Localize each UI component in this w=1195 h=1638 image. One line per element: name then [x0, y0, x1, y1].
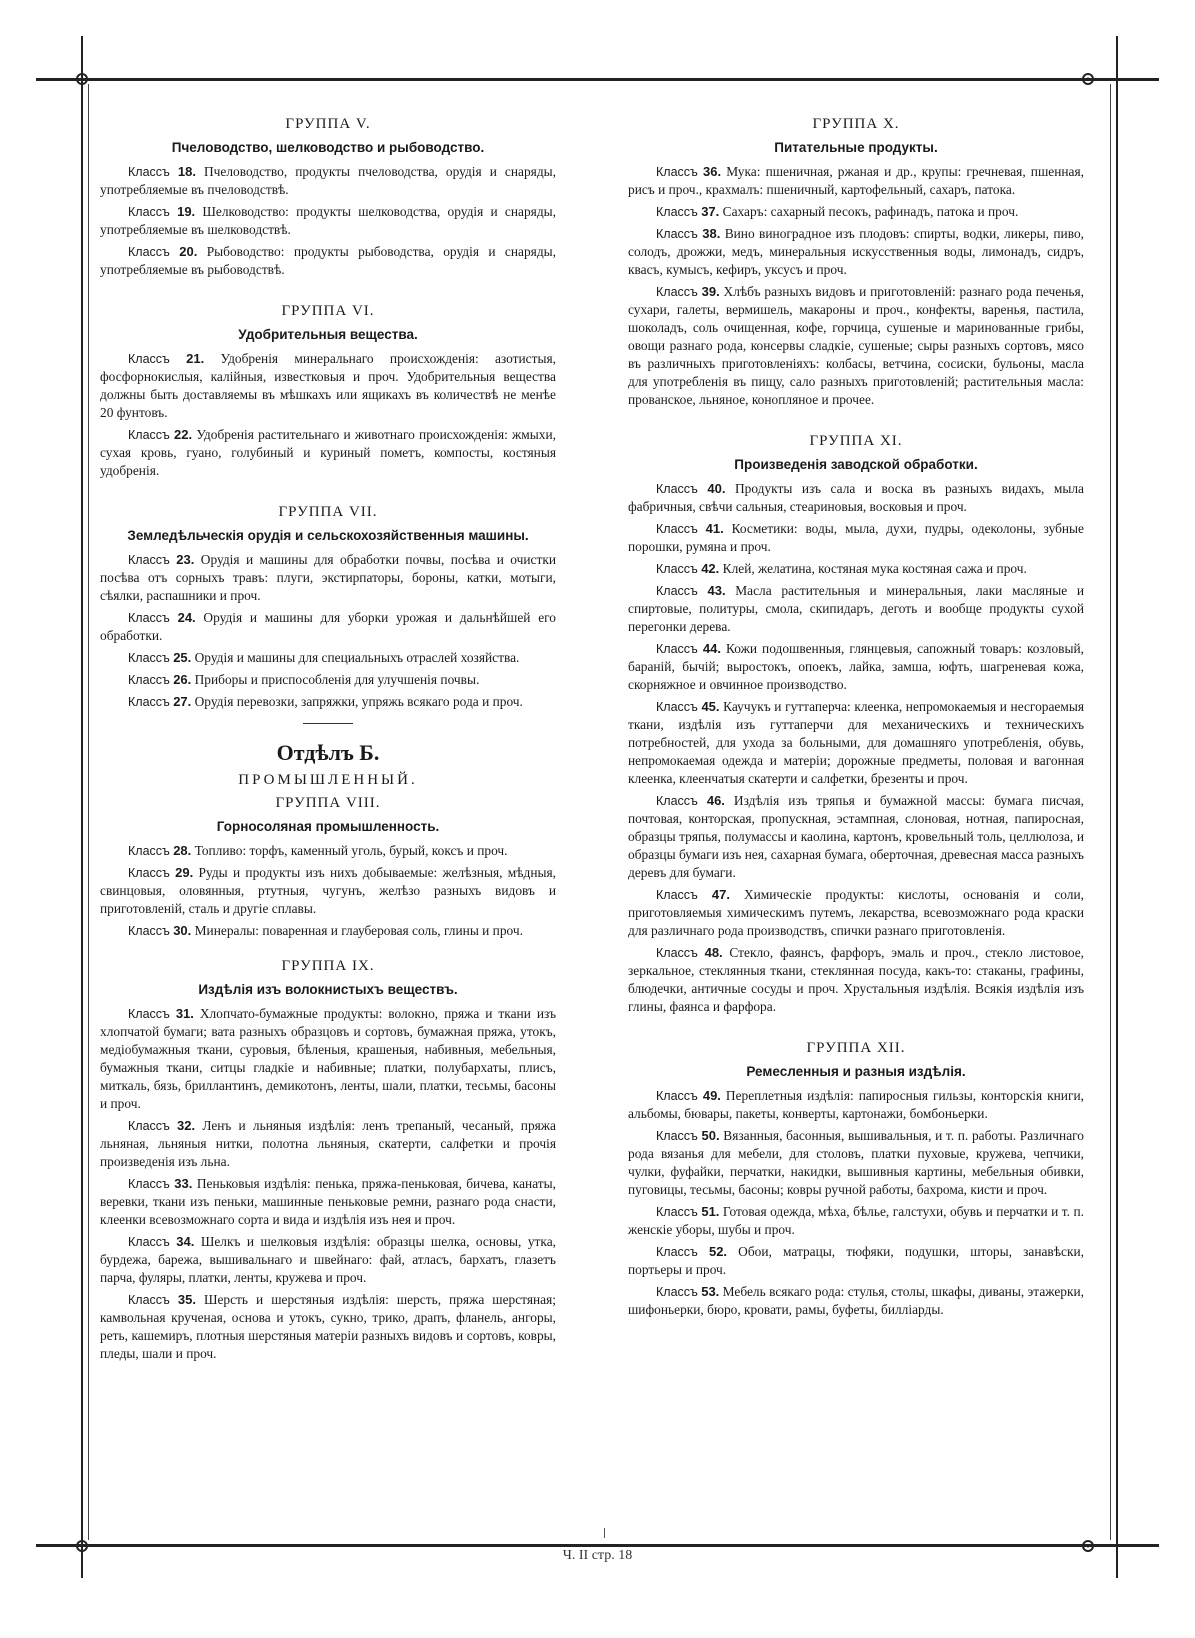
left-column	[100, 110, 556, 1367]
class-entry: Классъ 24. Орудія и машины для уборки урожая и дальнѣйшей его обработки.	[100, 610, 556, 643]
class-entry: Классъ 19. Шелководство: продукты шелководства, орудія и снаряды, употребляемые въ шелководствѣ.	[100, 204, 556, 237]
section-divider	[303, 723, 353, 724]
class-entry: Классъ 47. Химическіе продукты: кислоты, основанія и соли, приготовляемыя химическимъ путемъ, лекарства, всевозможнаго рода краски для различнаго рода производствъ, спички разнаго приготовленія.	[628, 887, 1084, 938]
group-title: ГРУППА VIII.	[275, 795, 381, 811]
frame-inner-left-border	[88, 84, 89, 1540]
group-subtitle: Горносоляная промышленность.	[216, 819, 440, 834]
class-entry: Классъ 51. Готовая одежда, мѣха, бѣлье, галстухи, обувь и перчатки и т. п. женскіе уборы, шубы и проч.	[628, 1204, 1084, 1237]
class-entry: Классъ 18. Пчеловодство, продукты пчеловодства, орудія и снаряды, употребляемые въ пчеловодствѣ.	[100, 164, 556, 197]
class-entry: Классъ 40. Продукты изъ сала и воска въ разныхъ видахъ, мыла фабричныя, свѣчи сальныя, стеариновыя, восковыя и проч.	[628, 481, 1084, 514]
class-entry: Классъ 33. Пеньковыя издѣлія: пенька, пряжа-пеньковая, бичева, канаты, веревки, ткани изъ пеньки, машинные пеньковые ремни, разнаго рода снасти, клеенки всевозможнаго сорта и вида и издѣлія изъ нея и проч.	[100, 1176, 556, 1227]
group-title: ГРУППА VI.	[281, 303, 375, 319]
class-entry: Классъ 21. Удобренія минеральнаго происхожденія: азотистыя, фосфорнокислыя, калійныя, известковыя и проч. Удобрительныя вещества должны быть доставляемы въ мѣшкахъ или ящикахъ въ количествѣ не менѣе 20 фунтовъ.	[100, 351, 556, 420]
class-entry: Классъ 52. Обои, матрацы, тюфяки, подушки, шторы, занавѣски, портьеры и проч.	[628, 1244, 1084, 1277]
class-entry: Классъ 28. Топливо: торфъ, каменный уголь, бурый, коксъ и проч.	[128, 843, 508, 858]
class-entry: Классъ 36. Мука: пшеничная, ржаная и др., крупы: гречневая, пшенная, рисъ и проч., крахмалъ: пшеничный, картофельный, сахаръ, патока.	[628, 164, 1084, 197]
class-entry: Классъ 39. Хлѣбъ разныхъ видовъ и приготовленій: разнаго рода печенья, сухари, галеты, вермишель, макароны и проч., конфекты, варенья, пастила, шоколадъ, соль очищенная, кофе, горчица, сушеные и маринованные грибы, овощи разнаго рода, консервы сладкіе, сушеные; сыры разныхъ сортовъ, мясо въ различныхъ приготовленіяхъ: колбасы, ветчина, сосиски, бульоны, масла для употребленія въ пищу, сало разныхъ приготовленій; растительныя масла: прованское, льняное, конопляное и прочее.	[628, 284, 1084, 407]
group-title: ГРУППА V.	[285, 116, 371, 132]
class-entry: Классъ 53. Мебель всякаго рода: стулья, столы, шкафы, диваны, этажерки, шифоньерки, бюро, кровати, рамы, буфеты, билліарды.	[628, 1284, 1084, 1317]
group-subtitle: Ремесленныя и разныя издѣлія.	[746, 1064, 966, 1079]
class-entry: Классъ 43. Масла растительныя и минеральныя, лаки масляные и спиртовые, политуры, смола, скипидаръ, деготь и вообще продукты сухой перегонки дерева.	[628, 583, 1084, 634]
class-entry: Классъ 25. Орудія и машины для специальныхъ отраслей хозяйства.	[128, 650, 520, 665]
class-entry: Классъ 38. Вино виноградное изъ плодовъ: спирты, водки, ликеры, пиво, солодъ, дрожжи, медъ, минеральныя искусственныя воды, лимонадъ, сидръ, квасъ, кумысъ, кефиръ, уксусъ и проч.	[628, 226, 1084, 277]
class-entry: Классъ 35. Шерсть и шерстяныя издѣлія: шерсть, пряжа шерстяная; камвольная крученая, основа и утокъ, сукно, трико, драпъ, фланель, ангоры, реть, кашемиръ, плотныя шерстяныя матеріи разныхъ видовъ и сортовъ, ковры, пледы, шали и проч.	[100, 1292, 556, 1361]
class-entry: Классъ 42. Клей, желатина, костяная мука костяная сажа и проч.	[656, 561, 1027, 576]
page-number: Ч. II стр. 18	[562, 1548, 633, 1563]
frame-inner-right-border	[1110, 84, 1111, 1540]
group-subtitle: Питательные продукты.	[774, 140, 938, 155]
class-entry: Классъ 49. Переплетныя издѣлія: папиросныя гильзы, конторскія книги, альбомы, бювары, пакеты, конверты, картонажи, бомбоньерки.	[628, 1088, 1084, 1121]
class-entry: Классъ 48. Стекло, фаянсъ, фарфоръ, эмаль и проч., стекло листовое, зеркальное, стеклянныя ткани, стеклянная посуда, какъ-то: стаканы, графины, блюдечки, античные сосуды и проч. Хрустальныя издѣлія. Всякія издѣлія изъ глины, фаянса и фарфора.	[628, 945, 1084, 1014]
class-entry: Классъ 37. Сахаръ: сахарный песокъ, рафинадъ, патока и проч.	[656, 204, 1019, 219]
corner-ornament-icon	[1075, 66, 1101, 92]
group-subtitle: Пчеловодство, шелководство и рыбоводство.	[171, 140, 485, 155]
class-entry: Классъ 44. Кожи подошвенныя, глянцевыя, сапожный товаръ: козловый, бараній, бычій; выростокъ, опоекъ, лайка, замша, юфть, шагреневая кожа, скорняжное и овчинное производство.	[628, 641, 1084, 692]
class-entry: Классъ 41. Косметики: воды, мыла, духи, пудры, одеколоны, зубные порошки, румяна и проч.	[628, 521, 1085, 554]
class-entry: Классъ 31. Хлопчато-бумажные продукты: волокно, пряжа и ткани изъ хлопчатой бумаги; вата разныхъ образцовъ и сортовъ, бумажная пряжа, утокъ, медіобумажныя ткани, суровыя, бѣленыя, крашеныя, набивныя, мебельныя, бумажныя ткани, ситцы гладкіе и набивные; платки, полубархаты, плисъ, миткаль, бязь, бриллантинъ, демикотонъ, ленты, шали, платки, тесьмы, басоны и проч.	[100, 1006, 556, 1111]
class-entry: Классъ 22. Удобренія растительнаго и животнаго происхожденія: жмыхи, сухая кровь, гуано, голубиный и куриный пометъ, компосты, костяныя удобренія.	[100, 427, 556, 478]
class-entry: Классъ 45. Каучукъ и гуттаперча: клеенка, непромокаемыя и несгораемыя ткани, издѣлія изъ гуттаперчи для механическихъ и техническихъ потребностей, для ухода за больными, для домашняго употребленія, обувь, непромокаемая одежда и матеріи; дорожные предметы, половая и вагонная клеенка, клеенчатыя скатерти и салфетки, брезенты и проч.	[628, 699, 1084, 786]
group-subtitle: Издѣлія изъ волокнистыхъ веществъ.	[198, 982, 458, 997]
group-title: ГРУППА IX.	[281, 958, 375, 974]
right-column	[628, 110, 1084, 1323]
class-entry: Классъ 27. Орудія перевозки, запряжки, упряжь всякаго рода и проч.	[128, 694, 523, 709]
class-entry: Классъ 32. Ленъ и льняныя издѣлія: ленъ трепаный, чесаный, пряжа льняная, льняныя нитки, полотна льняныя, скатерти, салфетки и прочія произведенія изъ льна.	[100, 1118, 556, 1169]
class-entry: Классъ 50. Вязанныя, басонныя, вышивальныя, и т. п. работы. Различнаго рода вязанья для мебели, для столовъ, платки пуховые, кружева, чепчики, чулки, фуфайки, перчатки, накидки, вышивныя картины, мебельныя обивки, пуговицы, тесьмы, басоны; ковры ручной работы, бахрома, кисти и проч.	[628, 1128, 1084, 1197]
group-subtitle: Произведенія заводской обработки.	[734, 457, 978, 472]
group-subtitle: Удобрительныя вещества.	[238, 327, 418, 342]
class-entry: Классъ 30. Минералы: поваренная и глауберовая соль, глины и проч.	[128, 923, 523, 938]
group-title: ГРУППА XI.	[809, 433, 903, 449]
group-title: ГРУППА XII.	[806, 1040, 906, 1056]
group-subtitle: Земледѣльческія орудія и сельскохозяйственныя машины.	[127, 528, 529, 543]
frame-right-border	[1116, 36, 1118, 1578]
class-entry: Классъ 46. Издѣлія изъ тряпья и бумажной массы: бумага писчая, почтовая, конторская, пропускная, эстампная, слоновая, нотная, папиросная, образцы тряпья, полумассы и каолина, картонъ, кровельный толь, целлюлоза, и образцы бумаги изъ нея, сахарная бумага, оберточная, древесная масса разныхъ деревъ для бумаги.	[628, 793, 1084, 880]
class-entry: Классъ 26. Приборы и приспособленія для улучшенія почвы.	[128, 672, 480, 687]
class-entry: Классъ 29. Руды и продукты изъ нихъ добываемые: желѣзныя, мѣдныя, свинцовыя, оловянныя, ртутныя, чугунъ, желѣзо разныхъ видовъ и приготовленій, сталь и другіе сплавы.	[100, 865, 556, 916]
frame-left-border	[81, 36, 83, 1578]
department-subtitle: ПРОМЫШЛЕННЫЙ.	[238, 772, 418, 788]
corner-ornament-icon	[69, 66, 95, 92]
class-entry: Классъ 23. Орудія и машины для обработки почвы, посѣва и очистки посѣва отъ сорныхъ травъ: плуги, экстирпаторы, бороны, катки, мотыги, сѣялки, распашники и проч.	[100, 552, 556, 603]
class-entry: Классъ 20. Рыбоводство: продукты рыбоводства, орудія и снаряды, употребляемые въ рыбоводствѣ.	[100, 244, 556, 277]
group-title: ГРУППА X.	[812, 116, 900, 132]
department-title: Отдѣлъ Б.	[276, 740, 380, 765]
frame-top-border	[36, 78, 1159, 81]
frame-bottom-border	[36, 1544, 1159, 1547]
group-title: ГРУППА VII.	[278, 504, 378, 520]
class-entry: Классъ 34. Шелкъ и шелковыя издѣлія: образцы шелка, основы, утка, бурдежа, барежа, вышивальнаго и швейнаго: фай, атласъ, бархатъ, глазетъ парча, фуляры, платки, ленты, кружева и проч.	[100, 1234, 556, 1285]
center-tick-mark	[604, 1528, 605, 1538]
